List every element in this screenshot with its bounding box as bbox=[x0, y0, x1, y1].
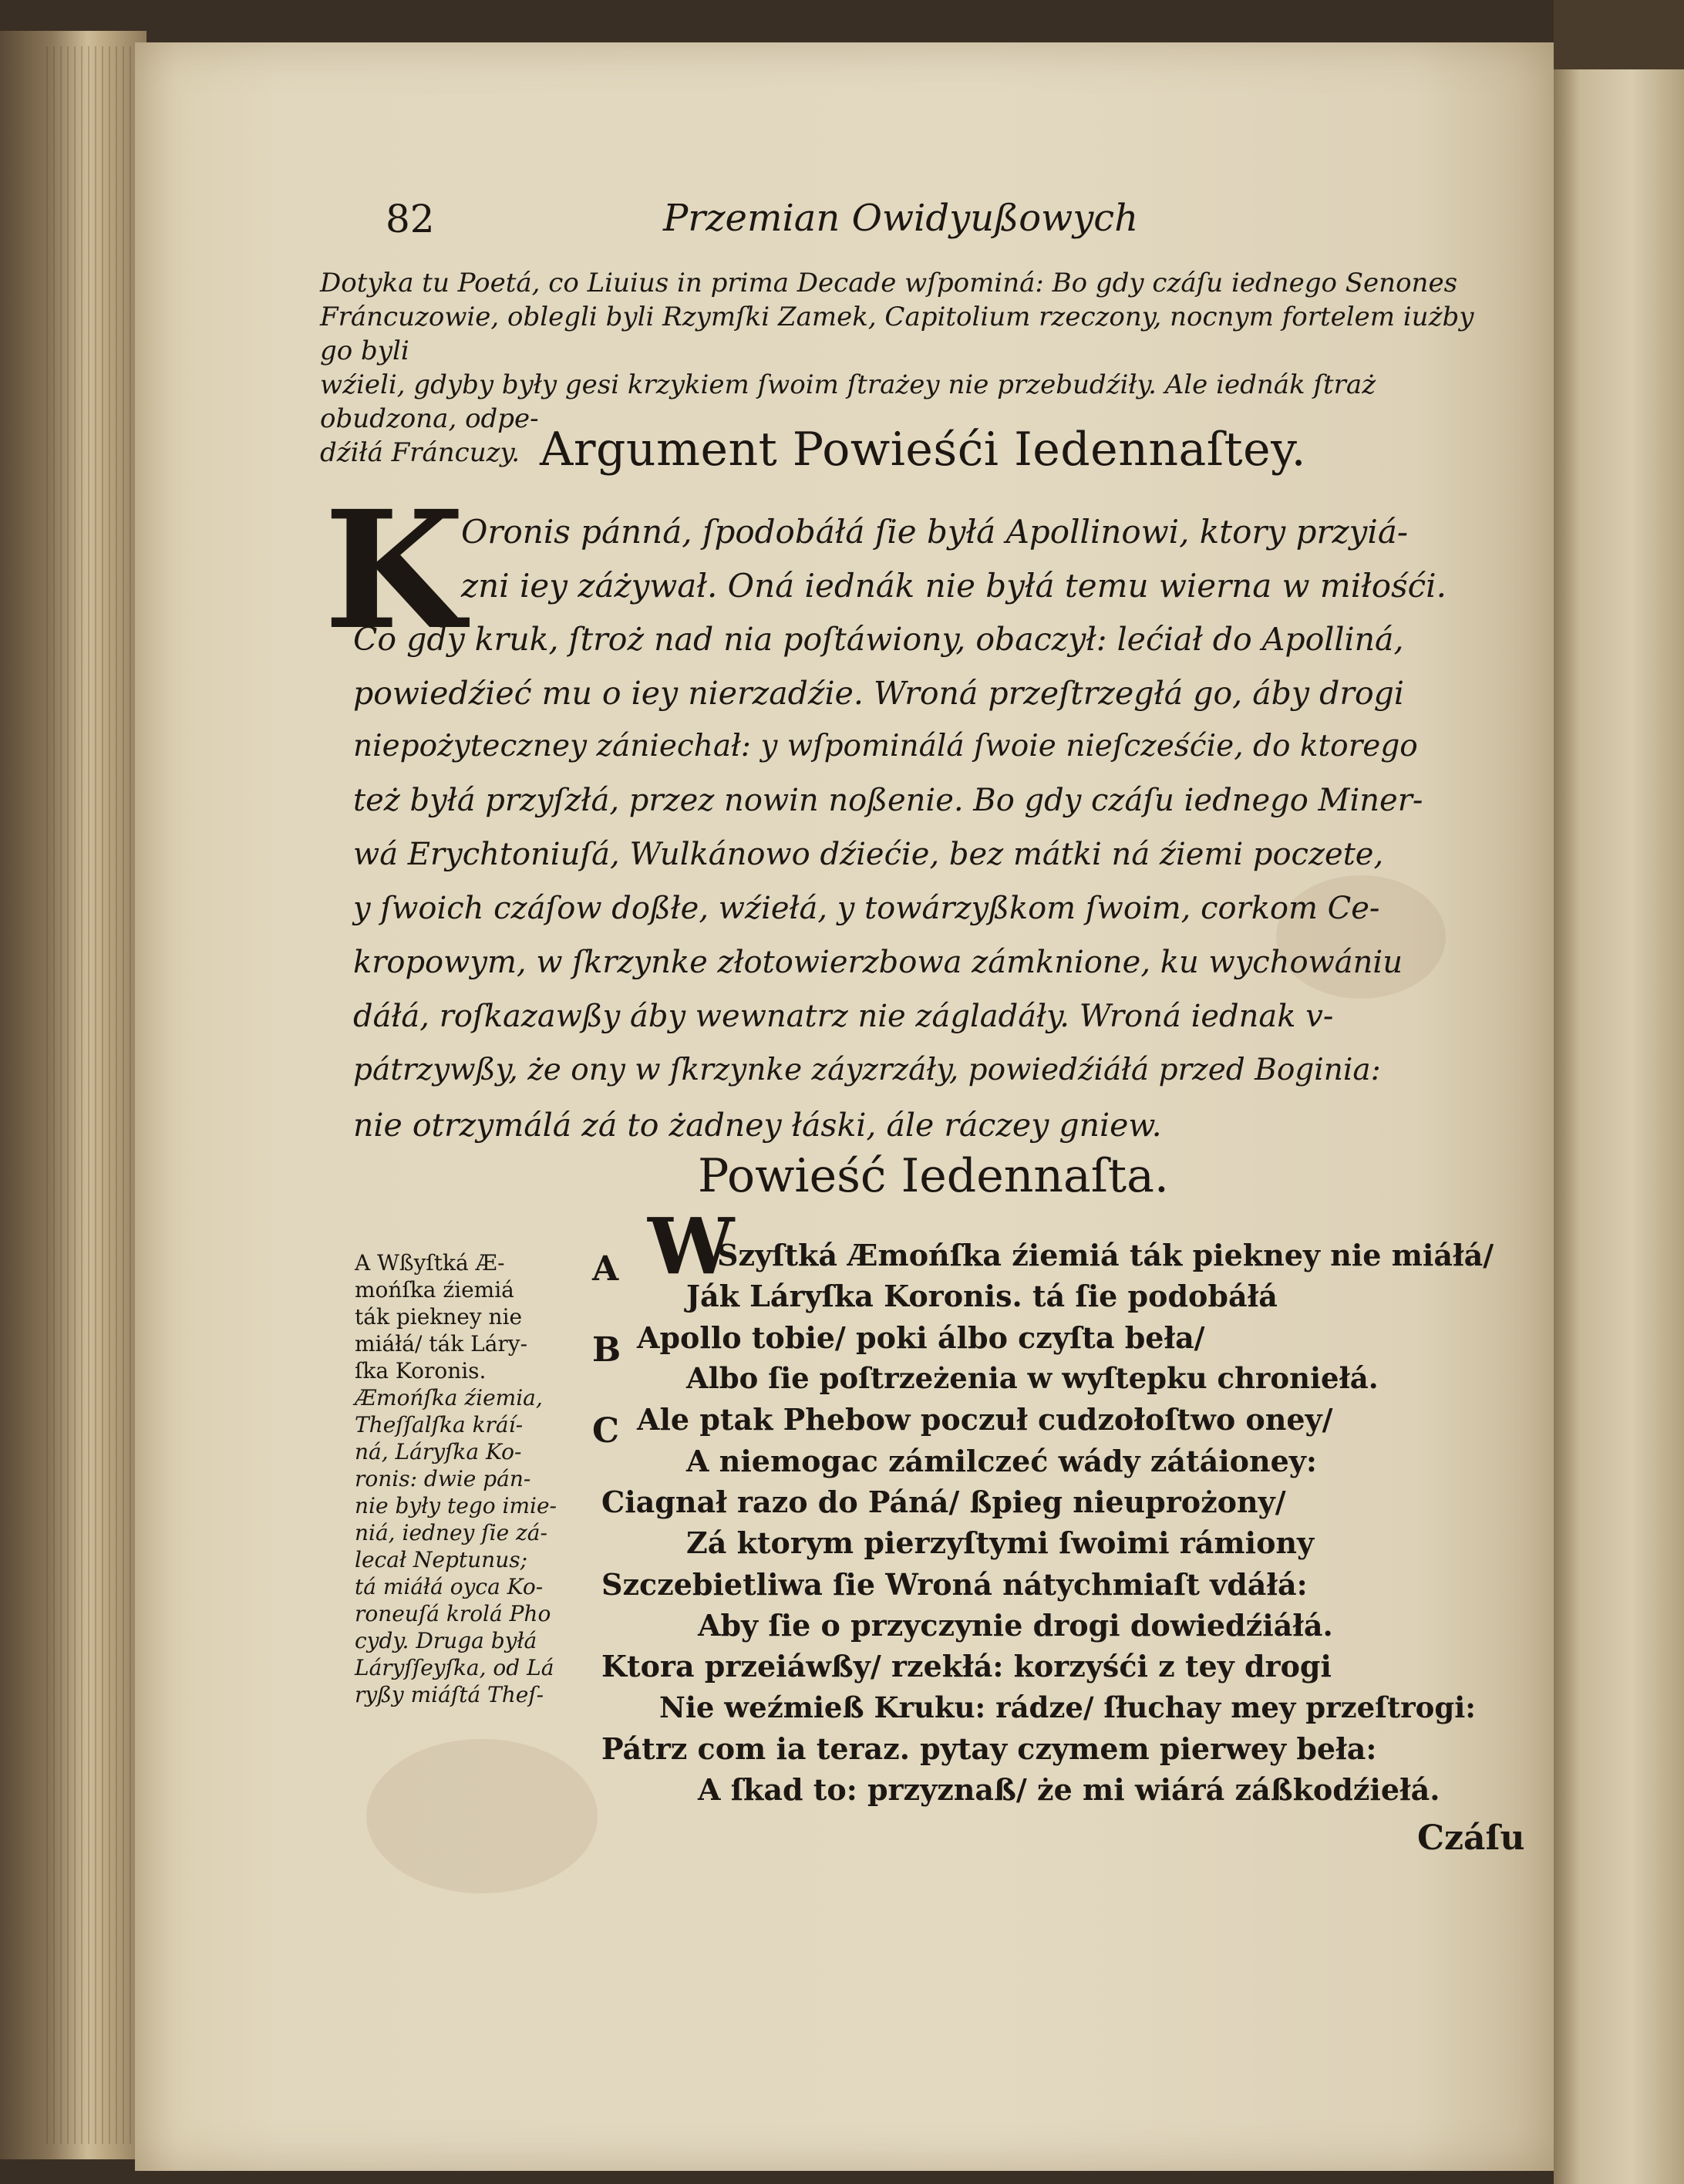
intro-note-line: Fráncuzowie, oblegli byli Rzymſki Zamek, Capitolium rzeczony, nocnym fortelem iużby go byli bbox=[320, 302, 1474, 366]
verse-marker-b: B bbox=[592, 1330, 621, 1370]
argument-line: wá Erychtoniuſá, Wulkánowo dźiećie, bez mátki ná źiemi poczete, bbox=[353, 837, 1384, 872]
margin-note-line: cydy. Druga byłá bbox=[355, 1628, 537, 1653]
verse-line: Apollo tobie/ poki álbo czyſta beła/ bbox=[637, 1320, 1205, 1355]
verse-line: A niemogac zámilczeć wády zátáioney: bbox=[686, 1444, 1317, 1478]
argument-line: niepożyteczney zániechał: y wſpominálá ſwoie nieſcześćie, do ktorego bbox=[353, 729, 1418, 763]
drop-cap: K bbox=[324, 475, 465, 666]
verse-marker-c: C bbox=[592, 1411, 620, 1451]
verse-line: Szyſtká Æmońſka źiemiá ták piekney nie miáłá/ bbox=[717, 1238, 1494, 1272]
verse-line: Ják Láryſka Koronis. tá ſie podobáłá bbox=[686, 1279, 1278, 1313]
argument-line: zni iey záżywał. Oná iednák nie byłá temu wierna w miłośći. bbox=[461, 567, 1447, 605]
running-title: Przemian Owidyußowych bbox=[663, 197, 1139, 240]
margin-note-line: ryßy miáſtá Theſ- bbox=[355, 1682, 544, 1707]
margin-note-line: tá miáłá oyca Ko- bbox=[355, 1574, 544, 1599]
verse-line: Pátrz com ia teraz. pytay czymem pierwey beła: bbox=[601, 1731, 1377, 1766]
paper-stain bbox=[366, 1739, 598, 1893]
margin-note bbox=[355, 1249, 578, 1708]
margin-note-line: ták piekney nie bbox=[355, 1304, 523, 1330]
intro-note-line: Dotyka tu Poetá, co Liuius in prima Decade wſpominá: Bo gdy czáſu iednego Senones bbox=[320, 268, 1458, 298]
margin-note-line: Theſſalſka kráí- bbox=[355, 1412, 524, 1437]
verse-marker-a: A bbox=[592, 1249, 619, 1289]
verse-initial: W bbox=[648, 1201, 735, 1292]
verse-line: Ktora przeiáwßy/ rzekłá: korzyśći z tey drogi bbox=[601, 1649, 1332, 1684]
margin-note-line: lecał Neptunus; bbox=[355, 1547, 528, 1572]
intro-note-line: dźiłá Fráncuzy. bbox=[320, 437, 520, 468]
margin-note-line: miáłá/ ták Láry- bbox=[355, 1331, 528, 1357]
facing-page-shadow bbox=[1554, 0, 1684, 69]
running-head bbox=[386, 197, 1234, 258]
verse-line: Nie weźmieß Kruku: rádze/ ſłuchay mey przeſtrogi: bbox=[659, 1690, 1476, 1724]
margin-note-line: Æmońſka źiemia, bbox=[355, 1385, 543, 1410]
margin-note-line: nie były tego imie- bbox=[355, 1493, 557, 1518]
argument-line: powiedźieć mu o iey nierzadźie. Wroná przeſtrzegłá go, áby drogi bbox=[353, 675, 1405, 712]
verse-line: Ale ptak Phebow poczuł cudzołoſtwo oney/ bbox=[637, 1402, 1333, 1437]
argument-heading: Argument Powieśći Iedennaſtey. bbox=[540, 423, 1307, 477]
argument-line: pátrzywßy, że ony w ſkrzynke záyzrzáły, powiedźiáłá przed Boginia: bbox=[353, 1053, 1381, 1087]
verse-line: Albo ſie poſtrzeżenia w wyſtepku chroniełá. bbox=[686, 1361, 1379, 1395]
story-heading: Powieść Iedennaſta. bbox=[698, 1149, 1169, 1203]
page-number: 82 bbox=[386, 197, 435, 241]
argument-line: y ſwoich czáſow doßłe, wźiełá, y towárzyßkom ſwoim, corkom Ce- bbox=[353, 891, 1380, 926]
verse-line: Ciagnał razo do Páná/ ßpieg nieuprożony/ bbox=[601, 1485, 1286, 1519]
margin-note-line: ná, Láryſka Ko- bbox=[355, 1439, 522, 1464]
argument-line: Oronis pánná, ſpodobáłá ſie byłá Apollinowi, ktory przyiá- bbox=[461, 513, 1409, 551]
verse-line: Szczebietliwa ſie Wroná nátychmiaſt vdáłá: bbox=[601, 1567, 1308, 1602]
margin-note-line: A Wßyſtká Æ- bbox=[355, 1250, 505, 1276]
page-stack-lines bbox=[46, 46, 139, 2144]
verse-line: Aby ſie o przyczynie drogi dowiedźiáłá. bbox=[698, 1608, 1333, 1643]
argument-line: dáłá, roſkazawßy áby wewnatrz nie zágladáły. Wroná iednak v- bbox=[353, 999, 1334, 1034]
margin-note-line: Láryſſeyſka, od Lá bbox=[355, 1655, 554, 1680]
argument-line: kropowym, w ſkrzynke złotowierzbowa zámknione, ku wychowániu bbox=[353, 945, 1403, 980]
argument-line: też byłá przyſzłá, przez nowin noßenie. Bo gdy czáſu iednego Miner- bbox=[353, 783, 1423, 818]
argument-line: nie otrzymálá zá to żadney łáski, ále ráczey gniew. bbox=[353, 1107, 1162, 1144]
margin-note-line: ronis: dwie pán- bbox=[355, 1466, 531, 1491]
margin-note-line: niá, iedney ſie zá- bbox=[355, 1520, 547, 1545]
verse-line: A ſkad to: przyznaß/ że mi wiárá záßkodźiełá. bbox=[698, 1772, 1440, 1807]
margin-note-line: mońſka źiemiá bbox=[355, 1277, 514, 1303]
margin-note-line: ſka Koronis. bbox=[355, 1358, 487, 1384]
catchword: Czáſu bbox=[1417, 1818, 1525, 1858]
intro-note-line: wźieli, gdyby były gesi krzykiem ſwoim ſtrażey nie przebudźiły. Ale iednák ſtraż obudzona, odpe- bbox=[320, 369, 1376, 434]
argument-line: Co gdy kruk, ſtroż nad nia poſtáwiony, obaczył: lećiał do Apolliná, bbox=[353, 621, 1404, 658]
verse-line: Zá ktorym pierzyſtymi ſwoimi rámiony bbox=[686, 1525, 1315, 1560]
margin-note-line: roneuſá krolá Pho bbox=[355, 1601, 551, 1626]
facing-page-edge bbox=[1554, 0, 1684, 2184]
